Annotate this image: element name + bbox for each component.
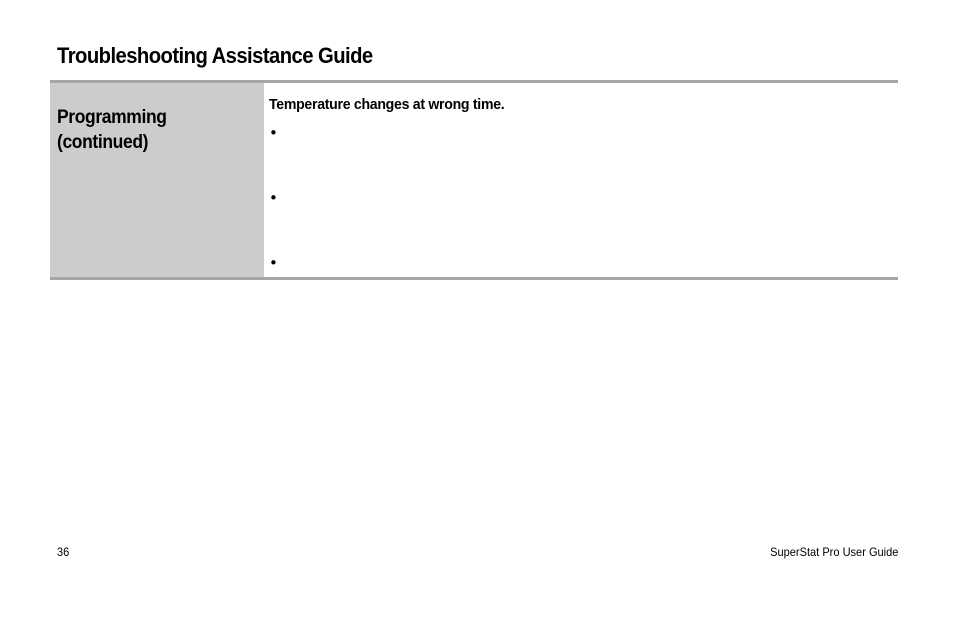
issue-content-cell: [264, 83, 898, 277]
category-cell: [50, 83, 264, 277]
category-label-line-2: (continued): [57, 132, 149, 153]
footer-guide-title: SuperStat Pro User Guide: [769, 545, 898, 559]
issue-heading: Temperature changes at wrong time.: [269, 96, 505, 113]
category-label: [57, 105, 241, 155]
footer-page-number: 36: [57, 545, 70, 559]
page-title: Troubleshooting Assistance Guide: [57, 43, 373, 68]
bullet-point-2: •: [269, 189, 278, 207]
bullet-point-1: •: [269, 124, 278, 142]
category-label-line-1: Programming: [57, 107, 167, 128]
troubleshooting-table: [50, 80, 898, 280]
bullet-point-3: •: [269, 254, 278, 272]
